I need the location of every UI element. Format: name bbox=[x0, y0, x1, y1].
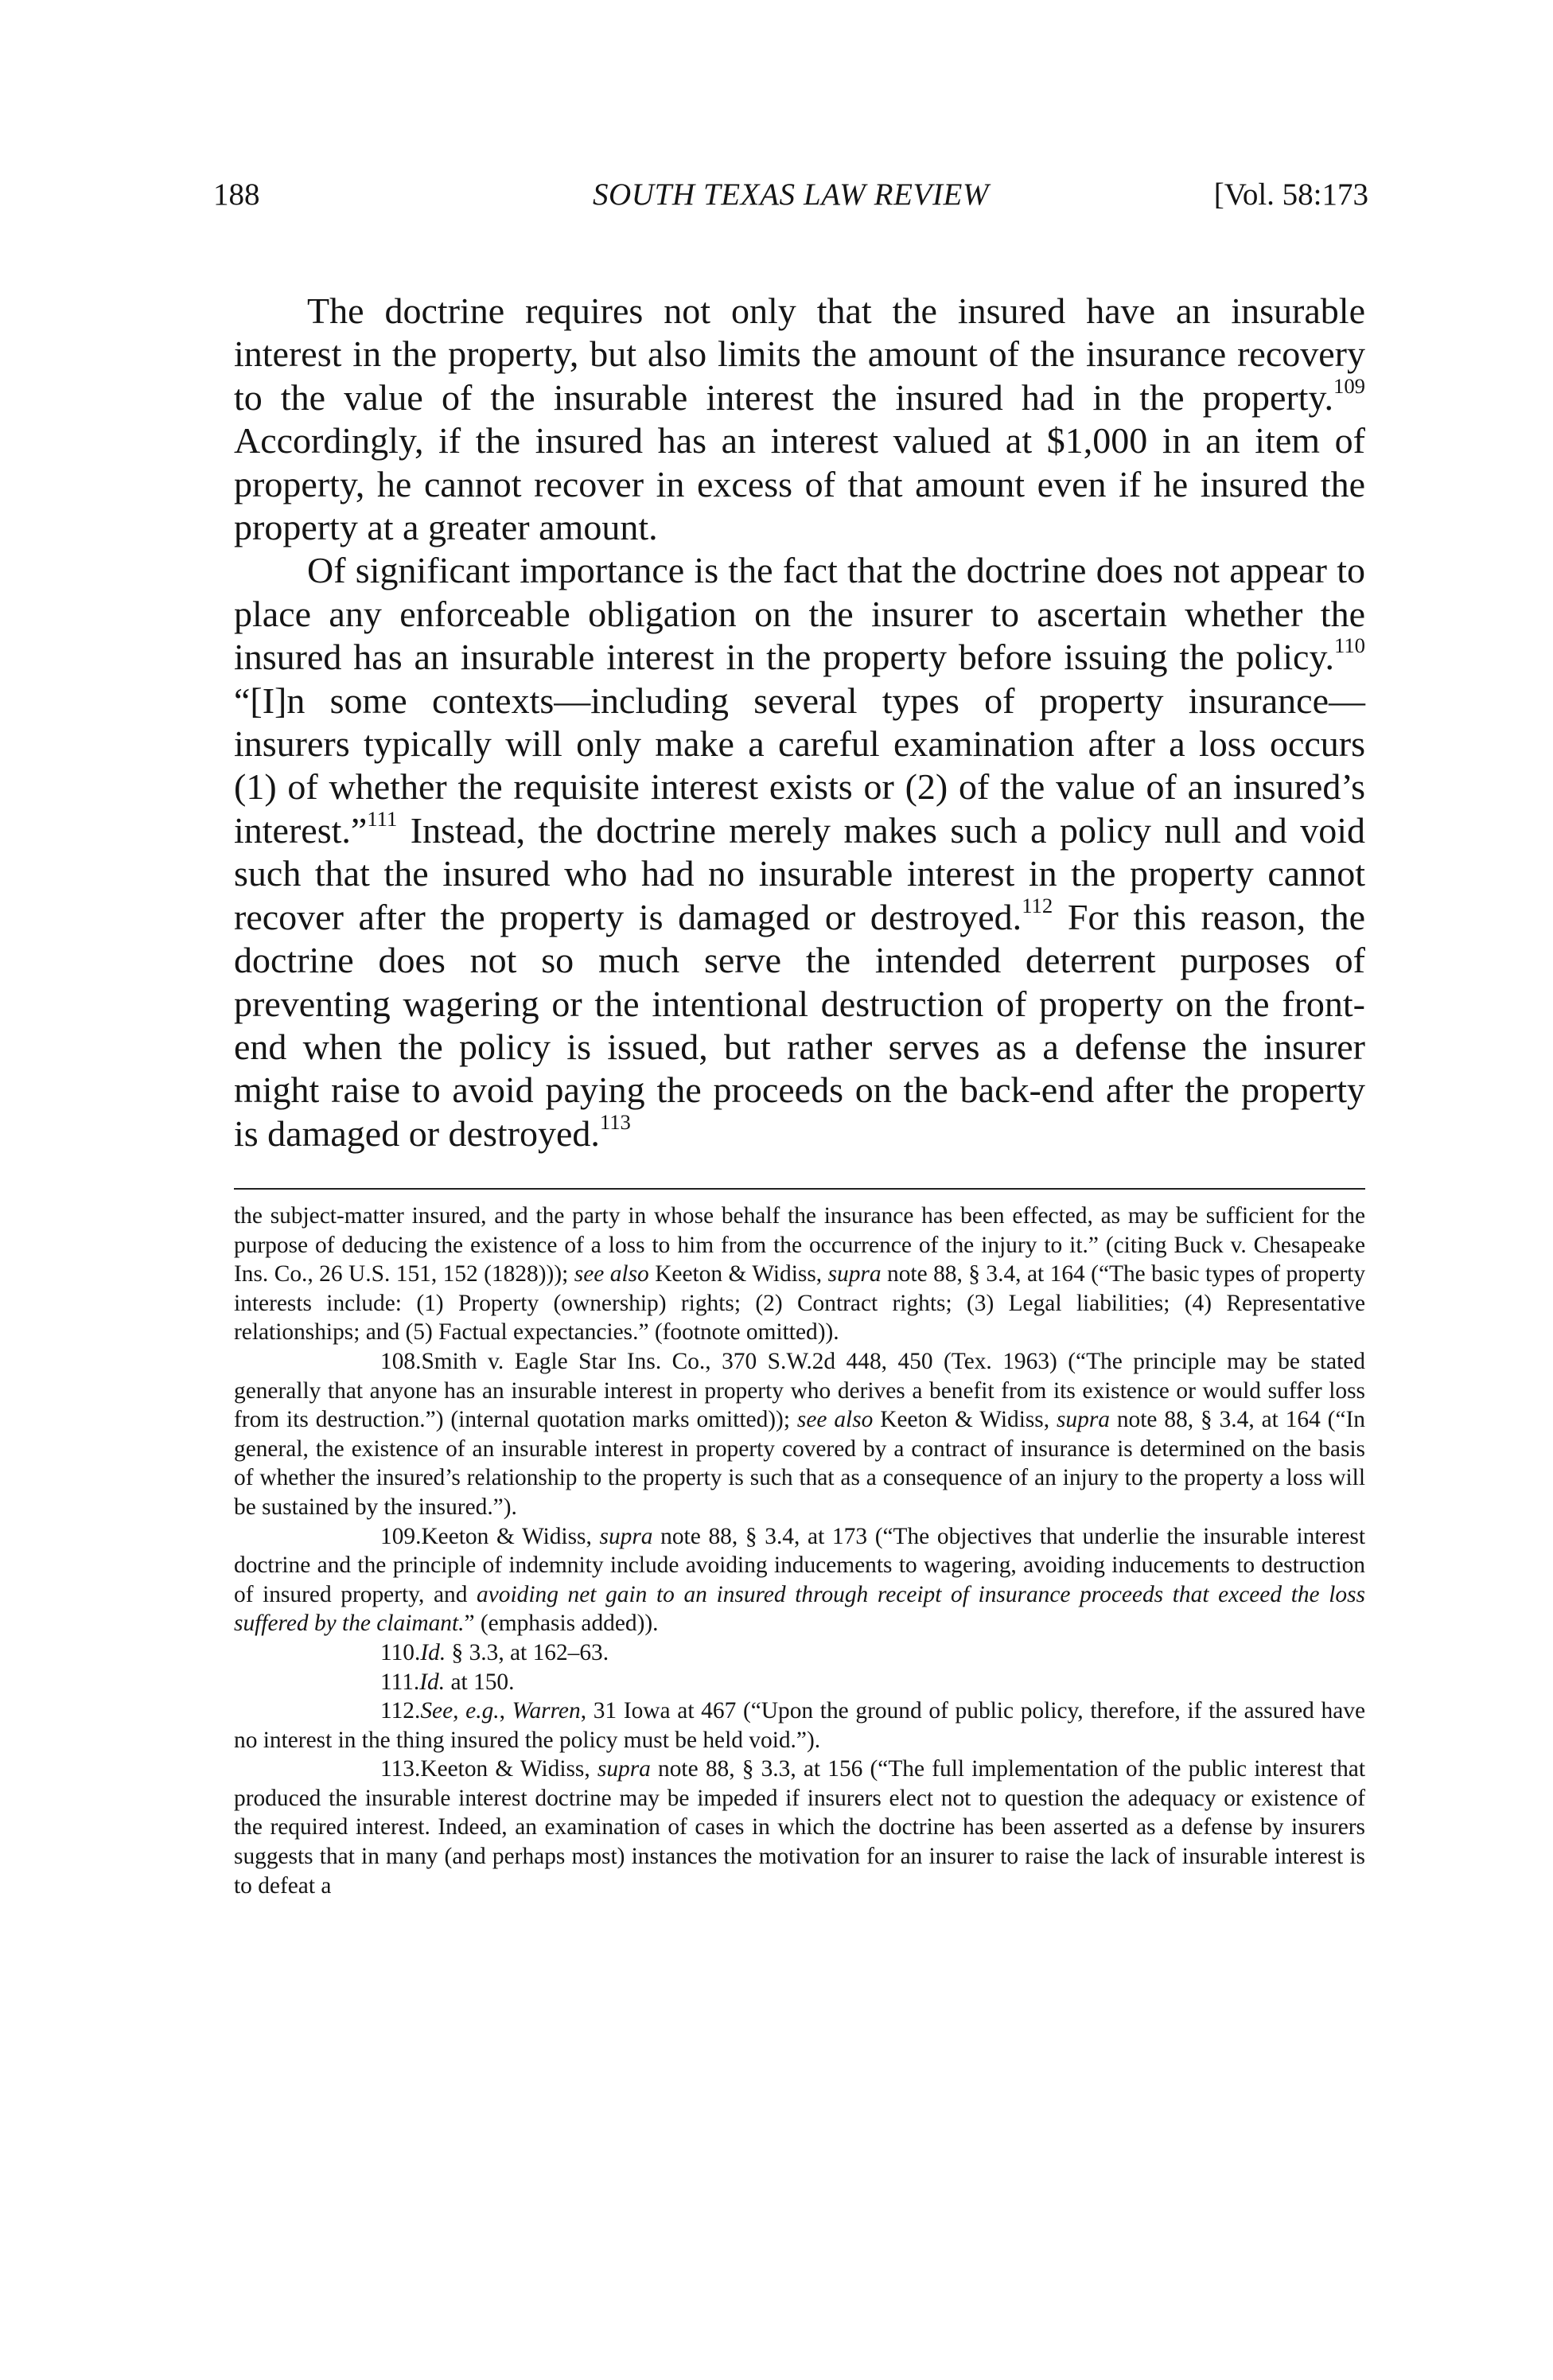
italic-signal: Id. bbox=[420, 1639, 446, 1665]
footnote-number: 112. bbox=[380, 1698, 421, 1724]
text-run: at 150. bbox=[445, 1669, 515, 1695]
footnote-ref-111[interactable]: 111 bbox=[367, 807, 398, 832]
text-run: Keeton & Widiss, bbox=[648, 1261, 828, 1287]
footnote-number: 109. bbox=[380, 1523, 422, 1549]
italic-emphasis: avoiding net gain to an insured through receipt of insurance proceeds that exceed the loss suffered by the claimant. bbox=[234, 1581, 1365, 1637]
italic-signal: Id. bbox=[419, 1669, 446, 1695]
footnote-110 bbox=[234, 1638, 1365, 1668]
italic-signal: see also bbox=[796, 1407, 874, 1433]
italic-signal: See, e.g. bbox=[420, 1698, 500, 1724]
text-run: , bbox=[499, 1698, 512, 1724]
text-run: note 88, § 3.4, at 164 (“The basic types of property interests include: (1) Property (ownership) rights; (2) Contract rights; (3) Legal liabilities; (4) Representative relationships; and (5) Factual expectancies.” (footnote omitted)). bbox=[234, 1261, 1366, 1346]
text-run: Accordingly, if the insured has an interest valued at $1,000 in an item of property, he cannot recover in excess of that amount even if he insured the property at a greater amount. bbox=[234, 420, 1365, 548]
text-run: Instead, the doctrine merely makes such a policy null and void such that the insured who had no insurable interest in the property cannot recover after the property is damaged or destroyed. bbox=[234, 809, 1365, 937]
footnote-ref-113[interactable]: 113 bbox=[599, 1109, 631, 1134]
footnote-number: 108. bbox=[380, 1348, 422, 1374]
text-run: ” (emphasis added)). bbox=[464, 1611, 659, 1637]
running-head bbox=[213, 175, 1368, 215]
paragraph-1 bbox=[234, 290, 1365, 549]
footnote-113 bbox=[234, 1755, 1365, 1900]
text-run: Smith v. Eagle Star Ins. Co., 370 S.W.2d 448, 450 (Tex. 1963) (“The principle may be stated generally that anyone has an insurable interest in property who derives a benefit from its existence or would suffer loss from its destruction.”) (internal quotation marks omitted)); bbox=[234, 1348, 1365, 1433]
italic-signal: see also bbox=[574, 1261, 649, 1287]
text-run: “[I]n some contexts—including several types of property insurance—insurers typically will only make a careful examination after a loss occurs (1) of whether the requisite interest exists or (2) of the value of an insured’s interest.” bbox=[234, 680, 1365, 851]
italic-signal: supra bbox=[597, 1756, 651, 1782]
footnote-number: 110. bbox=[380, 1639, 421, 1665]
text-run: note 88, § 3.3, at 156 (“The full implementation of the public interest that produced the insurable interest doctrine may be impeded if insurers elect not to question the adequacy or existence of the required interest. Indeed, an examination of cases in which the doctrine has been asserted as a defense by insurers suggests that in many (and perhaps most) instances the motivation for an insurer to raise the lack of insurable interest is to defeat a bbox=[234, 1756, 1365, 1899]
footnote-108 bbox=[234, 1347, 1365, 1522]
footnote-continued bbox=[234, 1202, 1365, 1347]
main-text bbox=[234, 290, 1365, 1155]
text-run: Keeton & Widiss, bbox=[421, 1523, 600, 1549]
footnote-number: 111. bbox=[380, 1669, 420, 1695]
footnote-number: 113. bbox=[380, 1756, 421, 1782]
page-number: 188 bbox=[213, 177, 260, 212]
text-run: note 88, § 3.4, at 164 (“In general, the existence of an insurable interest in property covered by a contract of insurance is determined on the basis of whether the insured’s relationship to the property is such that as a consequence of an injury to the property a loss will be sustained by the insured.”). bbox=[234, 1407, 1365, 1520]
paragraph-2 bbox=[234, 549, 1365, 1155]
text-run: , 31 Iowa at 467 (“Upon the ground of public policy, therefore, if the assured have no interest in the thing insured the policy must be held void.”). bbox=[234, 1698, 1365, 1753]
text-run: § 3.3, at 162–63. bbox=[446, 1639, 609, 1665]
text-run: The doctrine requires not only that the insured have an insurable interest in the property, but also limits the amount of the insurance recovery to the value of the insurable interest the insured had in the property. bbox=[234, 290, 1365, 418]
footnote-111 bbox=[234, 1668, 1365, 1697]
text-run: Keeton & Widiss, bbox=[873, 1407, 1057, 1433]
text-run: note 88, § 3.4, at 173 (“The objectives that underlie the insurable interest doctrine and the principle of indemnity include avoiding inducements to wagering, avoiding inducements to destruction of insured property, and bbox=[234, 1523, 1365, 1607]
text-run: Keeton & Widiss, bbox=[420, 1756, 597, 1782]
footnotes bbox=[234, 1202, 1365, 1900]
volume-citation: [Vol. 58:173 bbox=[1213, 177, 1368, 212]
footnote-divider bbox=[234, 1188, 1365, 1190]
text-run: For this reason, the doctrine does not so much serve the intended deterrent purposes of preventing wagering or the intentional destruction of property on the front-end when the policy is issued, but rather serves as a defense the insurer might raise to avoid paying the proceeds on the back-end after the property is damaged or destroyed. bbox=[234, 896, 1365, 1154]
footnote-112 bbox=[234, 1696, 1365, 1755]
text-run: Of significant importance is the fact that the doctrine does not appear to place any enforceable obligation on the insurer to ascertain whether the insured has an insurable interest in the property before issuing the policy. bbox=[234, 550, 1365, 678]
italic-signal: supra bbox=[599, 1523, 653, 1549]
italic-signal: supra bbox=[1056, 1407, 1110, 1433]
footnote-ref-112[interactable]: 112 bbox=[1022, 893, 1053, 917]
italic-signal: supra bbox=[827, 1261, 882, 1287]
footnote-ref-109[interactable]: 109 bbox=[1333, 374, 1365, 399]
footnote-ref-110[interactable]: 110 bbox=[1333, 633, 1365, 658]
italic-case-name: Warren bbox=[512, 1698, 581, 1724]
footnote-109 bbox=[234, 1522, 1365, 1638]
text-run: the subject-matter insured, and the party in whose behalf the insurance has been effected, as may be sufficient for the purpose of deducing the existence of a loss to him from the occurrence of the injury to it.” (citing Buck v. Chesapeake Ins. Co., 26 U.S. 151, 152 (1828))); bbox=[234, 1203, 1365, 1287]
journal-title: SOUTH TEXAS LAW REVIEW bbox=[592, 177, 990, 212]
